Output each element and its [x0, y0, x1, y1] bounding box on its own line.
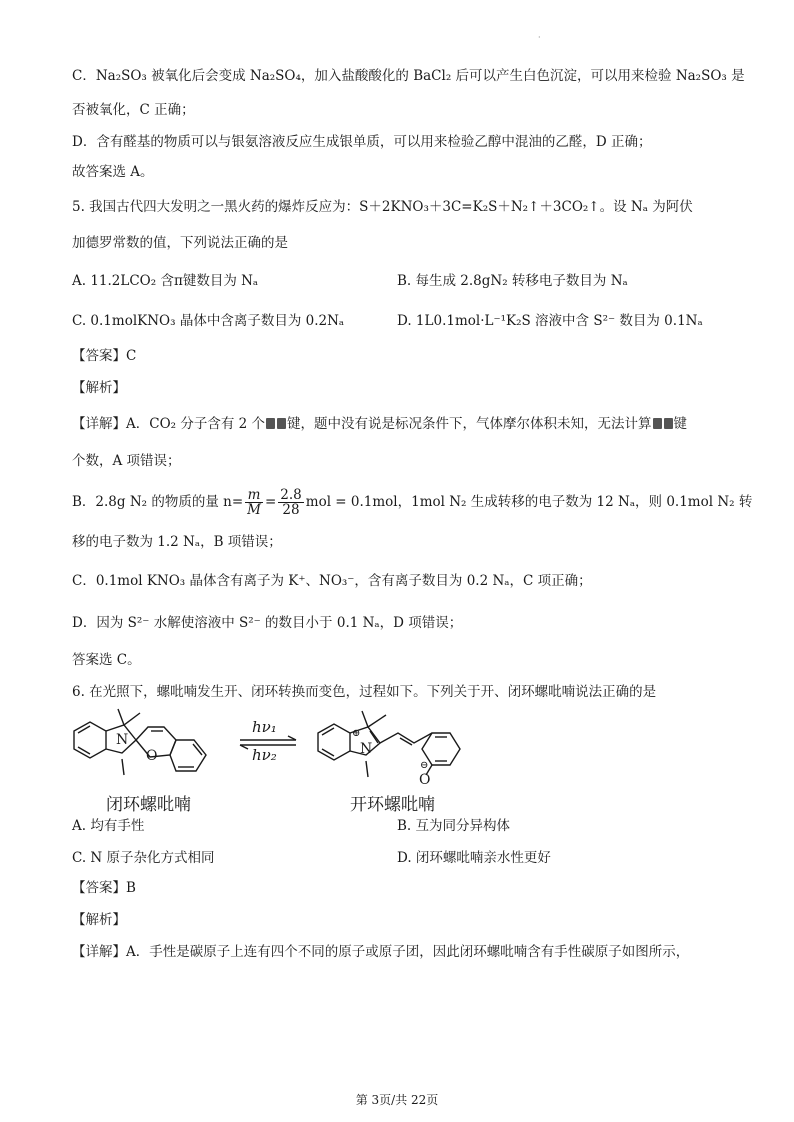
- hv2-label: hν₂: [252, 746, 277, 764]
- negative-charge: ⊖: [420, 760, 429, 771]
- q6-option-b: B. 互为同分异构体: [397, 818, 511, 834]
- q5-option-c: C. 0.1molKNO₃ 晶体中含离子数目为 0.2Nₐ: [72, 313, 345, 329]
- garbled-glyph: [277, 418, 286, 429]
- q6-stem: 6. 在光照下，螺吡喃发生开、闭环转换而变色，过程如下。下列关于开、闭环螺吡喃说法正确的是: [72, 684, 657, 700]
- q6-option-d: D. 闭环螺吡喃亲水性更好: [397, 850, 551, 866]
- q5-detail-b-part1: B．2.8g N₂ 的物质的量 n=: [72, 494, 244, 510]
- spiropyran-scheme: [0, 703, 794, 803]
- open-o-atom: O: [419, 772, 431, 788]
- garbled-glyph: [653, 418, 662, 429]
- q4-option-c-explain-1: C．Na₂SO₃ 被氧化后会变成 Na₂SO₄，加入盐酸酸化的 BaCl₂ 后可以产生白色沉淀，可以用来检验 Na₂SO₃ 是: [72, 68, 745, 84]
- equals-sign: =: [264, 494, 277, 510]
- q5-answer: 【答案】C: [72, 348, 137, 364]
- q6-option-c: C. N 原子杂化方式相同: [72, 850, 215, 866]
- q5-detail-a-part3: 键: [673, 416, 688, 432]
- n-methyl-bond: [366, 761, 368, 777]
- q4-option-d-explain: D．含有醛基的物质可以与银氨溶液反应生成银单质，可以用来检验乙醇中混油的乙醛，D 正确；: [72, 134, 652, 150]
- q4-answer-summary: 故答案选 A。: [72, 164, 154, 180]
- open-n-atom: N: [360, 741, 373, 757]
- q5-detail-a-2: 个数，A 项错误；: [72, 453, 181, 469]
- closed-spiropyran-label: 闭环螺吡喃: [106, 795, 191, 815]
- q5-detail-c: C．0.1mol KNO₃ 晶体含有离子为 K⁺、NO₃⁻，含有离子数目为 0.2 Nₐ，C 项正确；: [72, 573, 592, 589]
- q5-detail-a-1: [72, 414, 687, 434]
- q5-detail-b-part2: mol = 0.1mol，1mol N₂ 生成转移的电子数为 12 Nₐ，则 0.1mol N₂ 转: [305, 494, 753, 510]
- q6-option-a: A. 均有手性: [72, 818, 145, 834]
- q5-stem-2: 加德罗常数的值，下列说法正确的是: [72, 235, 288, 251]
- page-footer: 第 3页/共 22页: [355, 1093, 439, 1107]
- garbled-glyph: [266, 418, 275, 429]
- q6-analysis-heading: 【解析】: [72, 912, 126, 928]
- closed-o-atom: O: [146, 748, 158, 764]
- methyl-bond: [118, 709, 124, 725]
- fraction-2.8-over-28: $\frac{2.8}{28}$: [280, 487, 302, 518]
- q5-option-b: B. 每生成 2.8gN₂ 转移电子数目为 Nₐ: [397, 273, 628, 289]
- q5-stem-1: 5. 我国古代四大发明之一黑火药的爆炸反应为：S＋2KNO₃＋3C=K₂S＋N₂↑＋3CO₂↑。设 Nₐ 为阿伏: [72, 199, 693, 215]
- q4-option-c-explain-2: 否被氧化，C 正确；: [72, 102, 195, 118]
- double-bond: [193, 744, 202, 755]
- q5-option-d: D. 1L0.1mol·L⁻¹K₂S 溶液中含 S²⁻ 数目为 0.1Nₐ: [397, 313, 703, 329]
- corner-dot: ·: [538, 33, 541, 42]
- q5-detail-b-2: 移的电子数为 1.2 Nₐ，B 项错误；: [72, 534, 282, 550]
- closed-benzene-ring-left: [74, 722, 106, 758]
- open-spiropyran-label: 开环螺吡喃: [350, 795, 435, 815]
- q5-answer-summary: 答案选 C。: [72, 652, 141, 668]
- q6-detail-a: 【详解】A．手性是碳原子上连有四个不同的原子或原子团，因此闭环螺吡喃含有手性碳原子如图所示，: [72, 944, 690, 960]
- q5-detail-d: D．因为 S²⁻ 水解使溶液中 S²⁻ 的数目小于 0.1 Nₐ，D 项错误；: [72, 615, 463, 631]
- open-benzene-ring-left: [318, 724, 350, 760]
- closed-n-atom: N: [116, 732, 129, 748]
- methyl-bond: [124, 713, 140, 725]
- positive-charge: ⊕: [352, 728, 361, 739]
- q5-detail-b-1: [72, 486, 752, 518]
- q6-answer: 【答案】B: [72, 880, 136, 896]
- hv1-label: hν₁: [252, 718, 277, 736]
- n-methyl-bond: [122, 759, 124, 775]
- q5-detail-a-part1: 【详解】A．CO₂ 分子含有 2 个: [72, 416, 266, 432]
- garbled-glyph: [664, 418, 673, 429]
- q5-detail-a-part2: 键，题中没有说是标况条件下，气体摩尔体积未知，无法计算: [287, 416, 652, 432]
- methyl-bond: [362, 711, 368, 727]
- fraction-m-over-M: $\frac{m}{M}$: [247, 487, 261, 518]
- double-bond: [400, 738, 412, 745]
- methyl-bond: [368, 715, 386, 727]
- q5-analysis-heading: 【解析】: [72, 380, 126, 396]
- q5-option-a: A. 11.2LCO₂ 含π键数目为 Nₐ: [72, 273, 259, 289]
